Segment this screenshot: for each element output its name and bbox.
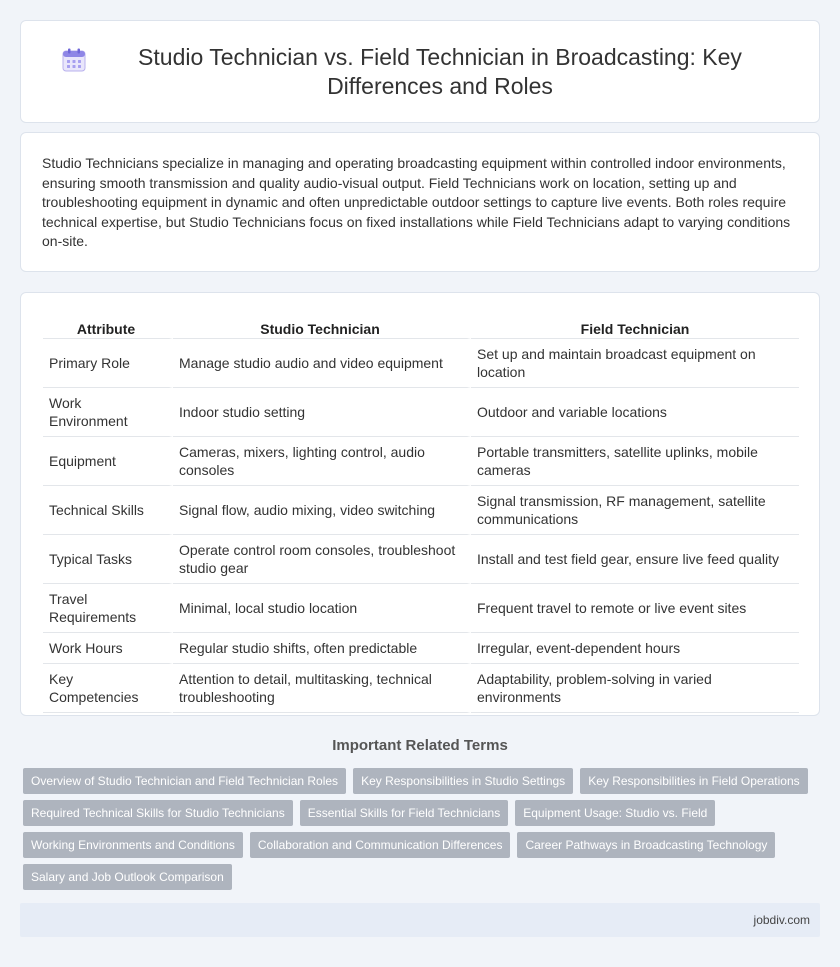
table-cell: Attention to detail, multitasking, technical troubleshooting — [173, 664, 471, 713]
table-cell: Cameras, mixers, lighting control, audio consoles — [173, 437, 471, 486]
related-term-tag[interactable]: Working Environments and Conditions — [23, 832, 243, 858]
table-header-row — [43, 313, 799, 339]
table-cell: Install and test field gear, ensure live feed quality — [471, 535, 799, 584]
table-row — [43, 584, 799, 633]
table-cell: Technical Skills — [43, 486, 173, 535]
table-cell: Operate control room consoles, troubleshoot studio gear — [173, 535, 471, 584]
related-term-tag[interactable]: Career Pathways in Broadcasting Technology — [517, 832, 775, 858]
table-cell: Portable transmitters, satellite uplinks, mobile cameras — [471, 437, 799, 486]
table-row — [43, 633, 799, 664]
table-cell: Primary Role — [43, 339, 173, 388]
table-cell: Work Environment — [43, 388, 173, 437]
table-cell: Key Competencies — [43, 664, 173, 713]
table-cell: Manage studio audio and video equipment — [173, 339, 471, 388]
table-cell: Indoor studio setting — [173, 388, 471, 437]
related-term-tag[interactable]: Collaboration and Communication Differences — [250, 832, 511, 858]
table-row — [43, 535, 799, 584]
comparison-table — [43, 313, 799, 713]
table-cell: Signal transmission, RF management, satellite communications — [471, 486, 799, 535]
related-term-tag[interactable]: Required Technical Skills for Studio Technicians — [23, 800, 293, 826]
footer-site-link[interactable]: jobdiv.com — [753, 913, 810, 927]
table-row — [43, 664, 799, 713]
table-cell: Equipment — [43, 437, 173, 486]
related-term-tag[interactable]: Overview of Studio Technician and Field Technician Roles — [23, 768, 346, 794]
table-cell: Travel Requirements — [43, 584, 173, 633]
intro-paragraph: Studio Technicians specialize in managing and operating broadcasting equipment within controlled indoor environments, ensuring smooth transmission and quality audio-visual output. Field Technicians work on location, setting up and troubleshooting equipment in dynamic and often unpredictable outdoor settings to capture live events. Both roles require technical expertise, but Studio Technicians focus on fixed installations while Field Technicians adapt to varying conditions on-site. — [42, 155, 791, 249]
table-cell: Regular studio shifts, often predictable — [173, 633, 471, 664]
comparison-table-card — [20, 292, 820, 716]
table-row — [43, 388, 799, 437]
calendar-icon — [61, 47, 87, 73]
table-cell: Typical Tasks — [43, 535, 173, 584]
table-cell: Work Hours — [43, 633, 173, 664]
related-terms-heading: Important Related Terms — [332, 737, 508, 754]
related-terms-list — [23, 768, 823, 890]
header-attribute: Attribute — [43, 313, 173, 339]
intro-card — [20, 132, 820, 272]
header-field-technician: Field Technician — [471, 313, 799, 339]
related-term-tag[interactable]: Key Responsibilities in Studio Settings — [353, 768, 573, 794]
title-card — [20, 20, 820, 123]
table-cell: Frequent travel to remote or live event sites — [471, 584, 799, 633]
page-title: Studio Technician vs. Field Technician in Broadcasting: Key Differences and Roles — [138, 43, 742, 99]
table-cell: Set up and maintain broadcast equipment on location — [471, 339, 799, 388]
table-cell: Irregular, event-dependent hours — [471, 633, 799, 664]
related-term-tag[interactable]: Essential Skills for Field Technicians — [300, 800, 509, 826]
header-studio-technician: Studio Technician — [173, 313, 471, 339]
table-cell: Outdoor and variable locations — [471, 388, 799, 437]
table-row — [43, 339, 799, 388]
related-term-tag[interactable]: Key Responsibilities in Field Operations — [580, 768, 807, 794]
table-row — [43, 437, 799, 486]
table-row — [43, 486, 799, 535]
table-cell: Signal flow, audio mixing, video switching — [173, 486, 471, 535]
table-cell: Adaptability, problem-solving in varied environments — [471, 664, 799, 713]
related-term-tag[interactable]: Salary and Job Outlook Comparison — [23, 864, 232, 890]
related-term-tag[interactable]: Equipment Usage: Studio vs. Field — [515, 800, 715, 826]
footer — [20, 903, 820, 937]
table-cell: Minimal, local studio location — [173, 584, 471, 633]
